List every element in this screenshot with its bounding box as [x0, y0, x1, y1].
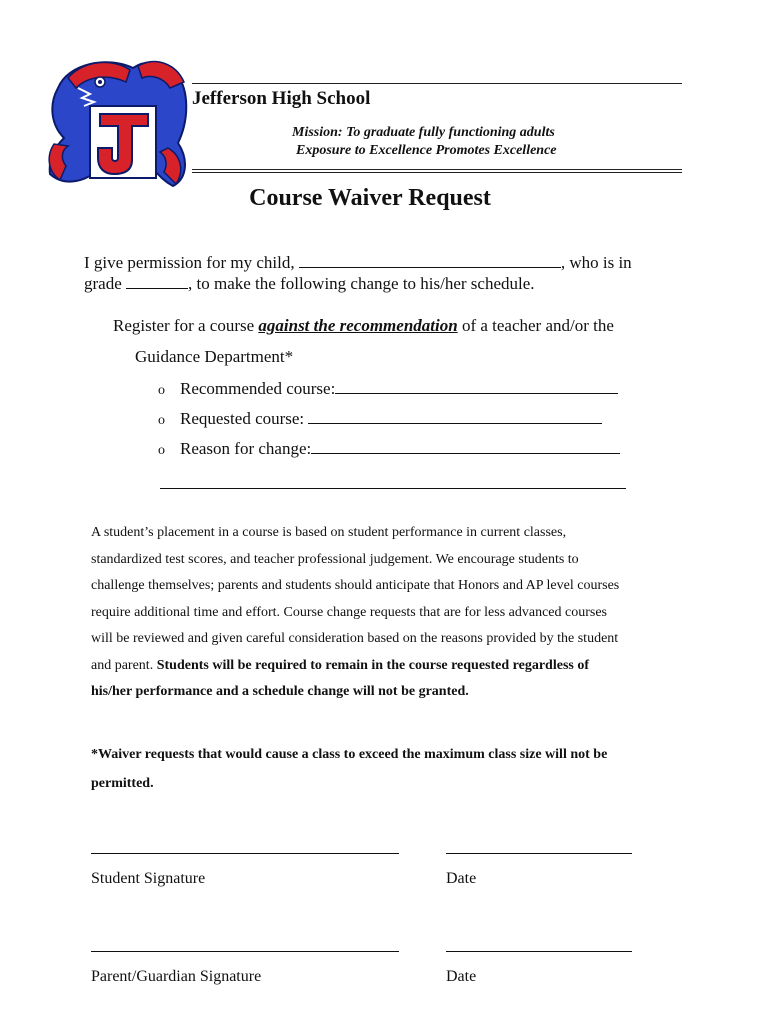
register-text-1: Register for a course [113, 316, 259, 335]
header-bottom-rule-2 [192, 172, 682, 173]
parent-date-field[interactable] [446, 951, 632, 952]
policy-line [91, 679, 619, 706]
parent-date-label: Date [446, 968, 477, 985]
register-text-2: of a teacher and/or the [457, 316, 614, 335]
school-logo [38, 48, 198, 196]
mission-statement: Mission: To graduate fully functioning adults [292, 125, 555, 140]
form-title: Course Waiver Request [249, 185, 491, 211]
policy-line: will be reviewed and given careful consideration based on the reasons provided by the student [91, 631, 619, 646]
register-emphasis: against the recommendation [258, 316, 458, 335]
register-line [113, 316, 614, 336]
reason-label: Reason for change: [180, 439, 312, 458]
policy-paragraph [91, 520, 619, 706]
permission-text-1: I give permission for my child, [84, 253, 299, 272]
reason-continuation-field[interactable] [160, 488, 626, 489]
policy-line: A student’s placement in a course is based on student performance in current classes, [91, 525, 567, 540]
policy-bold-text: his/her performance and a schedule change will not be granted. [91, 684, 469, 699]
requested-course-field[interactable] [308, 409, 602, 424]
parent-signature-label: Parent/Guardian Signature [91, 968, 262, 985]
policy-line: require additional time and effort. Course change requests that are for less advanced courses [91, 604, 607, 620]
requested-course-label: Requested course: [180, 409, 309, 428]
student-date-field[interactable] [446, 853, 632, 854]
bullet-icon: o [158, 443, 165, 458]
bullet-icon: o [158, 383, 165, 398]
note-line: *Waiver requests that would cause a class to exceed the maximum class size will not be [91, 747, 608, 762]
requested-course-row [158, 409, 602, 429]
header-top-rule [192, 83, 682, 84]
recommended-course-field[interactable] [335, 379, 618, 394]
recommended-course-label: Recommended course: [180, 379, 336, 398]
grade-text-1: grade [84, 274, 127, 293]
reason-row [158, 439, 620, 459]
policy-line [91, 653, 619, 680]
recommended-course-row [158, 379, 618, 399]
header-bottom-rule [192, 169, 682, 170]
grade-text-2: , to make the following change to his/her schedule. [188, 274, 535, 293]
parent-signature-field[interactable] [91, 951, 399, 952]
waiver-note [91, 742, 607, 797]
motto: Exposure to Excellence Promotes Excellence [296, 143, 557, 158]
permission-line [84, 253, 632, 273]
grade-field[interactable] [126, 274, 188, 289]
policy-line: challenge themselves; parents and students should anticipate that Honors and AP level courses [91, 578, 620, 593]
policy-line: standardized test scores, and teacher professional judgement. We encourage students to [91, 551, 579, 567]
school-name: Jefferson High School [192, 88, 371, 109]
permission-text-2: , who is in [560, 253, 632, 272]
policy-text: and parent. [91, 657, 157, 673]
student-signature-field[interactable] [91, 853, 399, 854]
child-name-field[interactable] [299, 253, 561, 268]
note-line: permitted. [91, 775, 154, 791]
reason-field[interactable] [311, 439, 620, 454]
register-line-2: Guidance Department* [135, 347, 294, 366]
grade-line [84, 274, 535, 294]
bullet-icon: o [158, 413, 165, 428]
student-signature-label: Student Signature [91, 870, 206, 887]
student-date-label: Date [446, 870, 477, 887]
policy-bold-text: Students will be required to remain in the course requested regardless of [156, 657, 590, 673]
